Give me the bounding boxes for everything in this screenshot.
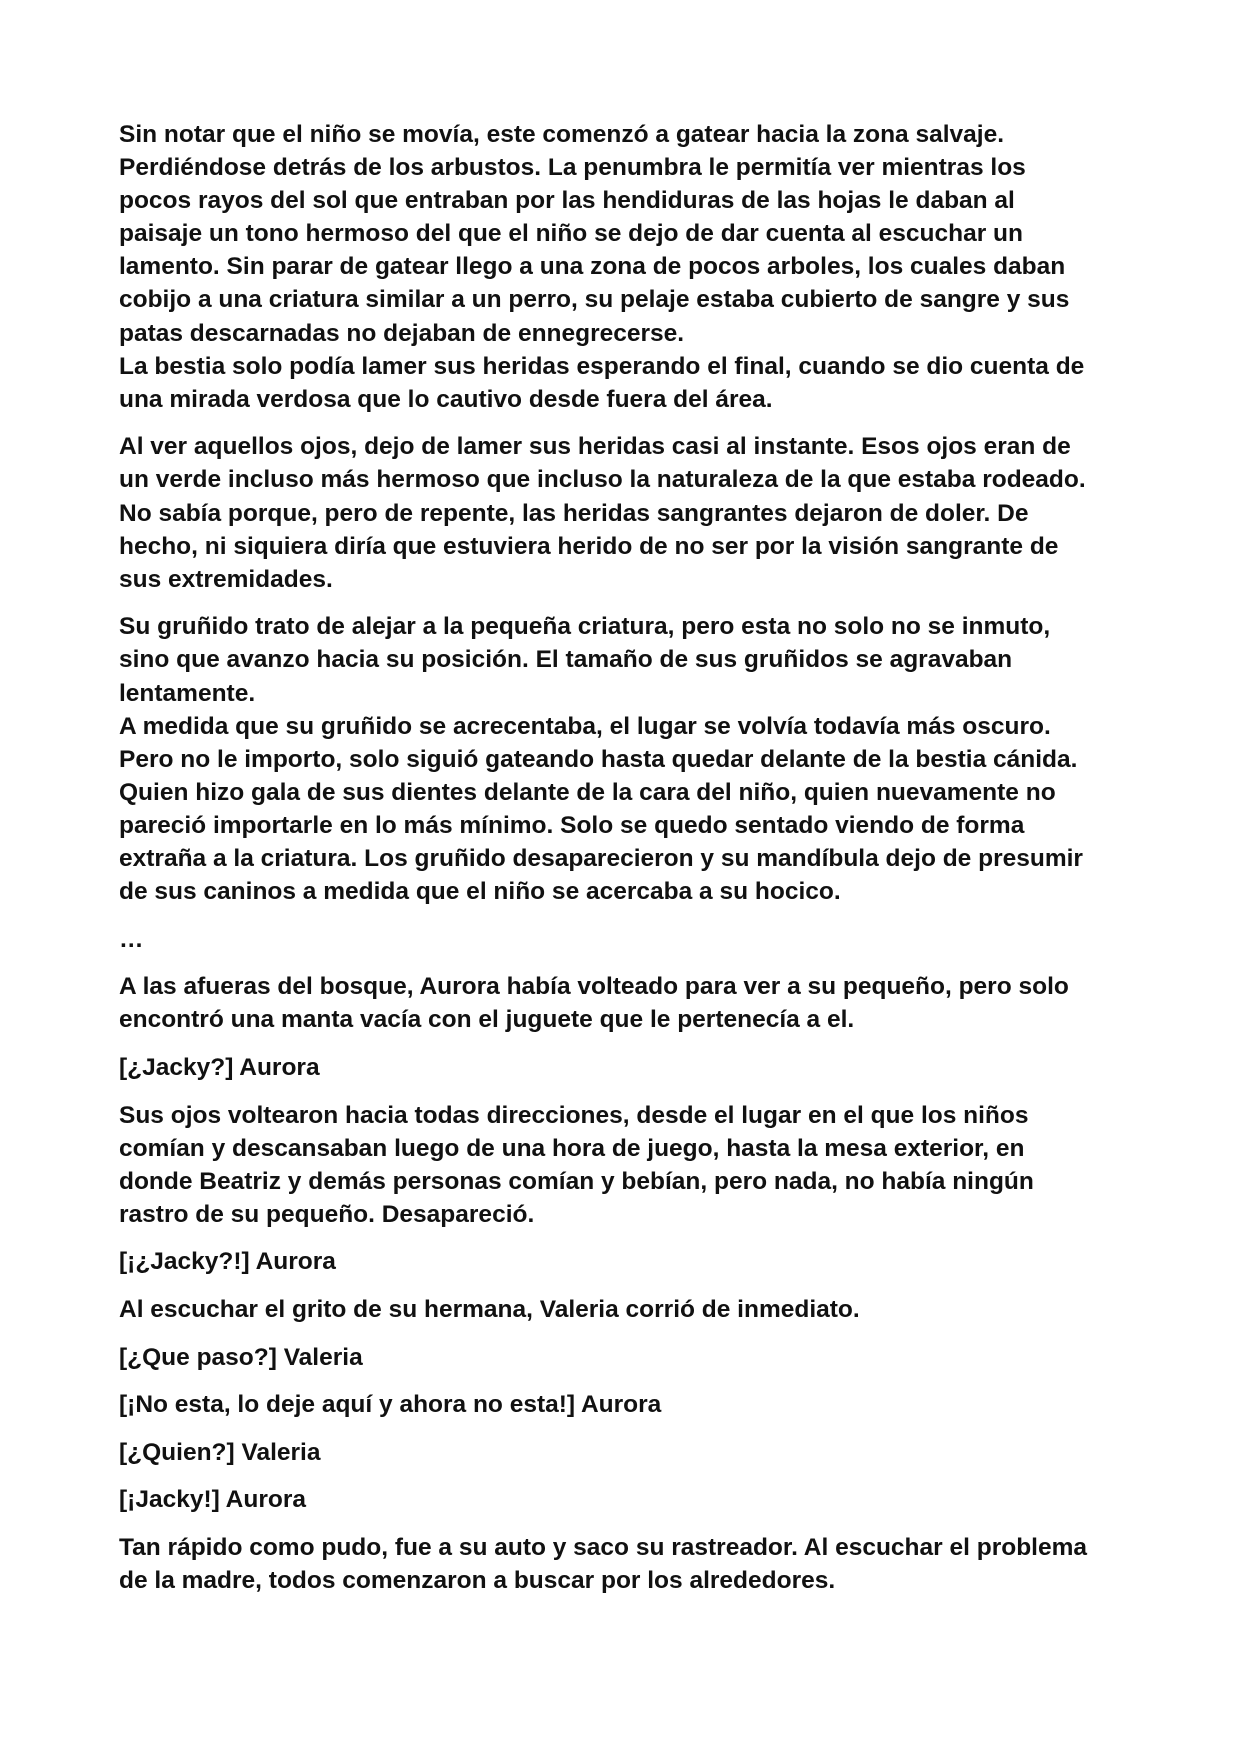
text-line: una mirada verdosa que lo cautivo desde fuera del área.	[119, 385, 773, 413]
text-line: [¿Jacky?] Aurora	[119, 1053, 320, 1081]
paragraph	[119, 1531, 1119, 1597]
text-line: sino que avanzo hacia su posición. El tamaño de sus gruñidos se agravaban	[119, 646, 1013, 674]
text-line: Tan rápido como pudo, fue a su auto y saco su rastreador. Al escuchar el problema	[119, 1533, 1088, 1561]
dialogue-line	[119, 1341, 1119, 1374]
dialogue-line	[119, 1051, 1119, 1084]
dialogue-line	[119, 1436, 1119, 1469]
text-line: rastro de su pequeño. Desapareció.	[119, 1200, 535, 1228]
text-line: comían y descansaban luego de una hora de juego, hasta la mesa exterior, en	[119, 1134, 1025, 1162]
text-line: [¡¿Jacky?!] Aurora	[119, 1248, 336, 1276]
text-line: hecho, ni siquiera diría que estuviera herido de no ser por la visión sangrante de	[119, 532, 1059, 560]
paragraph	[119, 970, 1119, 1036]
text-line: cobijo a una criatura similar a un perro, su pelaje estaba cubierto de sangre y sus	[119, 286, 1070, 314]
document-page	[119, 118, 1119, 1612]
text-line: Al escuchar el grito de su hermana, Valeria corrió de inmediato.	[119, 1296, 860, 1323]
text-line: encontró una manta vacía con el juguete que le pertenecía a el.	[119, 1006, 855, 1034]
text-line: donde Beatriz y demás personas comían y bebían, pero nada, no había ningún	[119, 1167, 1034, 1195]
paragraph	[119, 1099, 1119, 1231]
text-line: Sus ojos voltearon hacia todas direcciones, desde el lugar en el que los niños	[119, 1101, 1029, 1129]
text-line: A medida que su gruñido se acrecentaba, el lugar se volvía todavía más oscuro.	[119, 712, 1051, 740]
text-line: No sabía porque, pero de repente, las heridas sangrantes dejaron de doler. De	[119, 499, 1029, 527]
paragraph	[119, 118, 1119, 416]
text-line: La bestia solo podía lamer sus heridas esperando el final, cuando se dio cuenta de	[119, 352, 1085, 380]
ellipsis-separator	[119, 923, 1119, 956]
text-line: paisaje un tono hermoso del que el niño se dejo de dar cuenta al escuchar un	[119, 220, 1023, 248]
text-line: [¿Que paso?] Valeria	[119, 1343, 363, 1371]
text-line: Quien hizo gala de sus dientes delante de la cara del niño, quien nuevamente no	[119, 778, 1056, 806]
paragraph	[119, 610, 1119, 908]
text-line: Su gruñido trato de alejar a la pequeña criatura, pero esta no solo no se inmuto,	[119, 613, 1051, 641]
text-line: extraña a la criatura. Los gruñido desaparecieron y su mandíbula dejo de presumir	[119, 844, 1083, 872]
text-line: [¡No esta, lo deje aquí y ahora no esta!] Aurora	[119, 1391, 662, 1419]
text-line: Al ver aquellos ojos, dejo de lamer sus heridas casi al instante. Esos ojos eran de	[119, 433, 1071, 461]
text-line: pareció importarle en lo más mínimo. Solo se quedo sentado viendo de forma	[119, 811, 1025, 839]
text-line: Perdiéndose detrás de los arbustos. La penumbra le permitía ver mientras los	[119, 154, 1026, 182]
text-line: lamento. Sin parar de gatear llego a una zona de pocos arboles, los cuales daban	[119, 253, 1066, 281]
paragraph	[119, 1293, 1119, 1326]
dialogue-line	[119, 1388, 1119, 1421]
text-line: [¿Quien?] Valeria	[119, 1438, 321, 1466]
text-line: un verde incluso más hermoso que incluso la naturaleza de la que estaba rodeado.	[119, 466, 1086, 494]
text-line: Sin notar que el niño se movía, este comenzó a gatear hacia la zona salvaje.	[119, 121, 1005, 148]
text-line: A las afueras del bosque, Aurora había volteado para ver a su pequeño, pero solo	[119, 973, 1069, 1001]
dialogue-line	[119, 1483, 1119, 1516]
text-line: de sus caninos a medida que el niño se acercaba a su hocico.	[119, 878, 841, 906]
text-line: …	[119, 925, 144, 953]
dialogue-line	[119, 1245, 1119, 1278]
text-line: lentamente.	[119, 679, 256, 707]
text-line: [¡Jacky!] Aurora	[119, 1486, 306, 1514]
text-line: sus extremidades.	[119, 565, 333, 593]
text-line: de la madre, todos comenzaron a buscar por los alrededores.	[119, 1567, 836, 1595]
text-line: Pero no le importo, solo siguió gateando hasta quedar delante de la bestia cánida.	[119, 745, 1078, 773]
text-line: pocos rayos del sol que entraban por las hendiduras de las hojas le daban al	[119, 187, 1015, 215]
text-line: patas descarnadas no dejaban de ennegrecerse.	[119, 319, 685, 347]
paragraph	[119, 430, 1119, 595]
